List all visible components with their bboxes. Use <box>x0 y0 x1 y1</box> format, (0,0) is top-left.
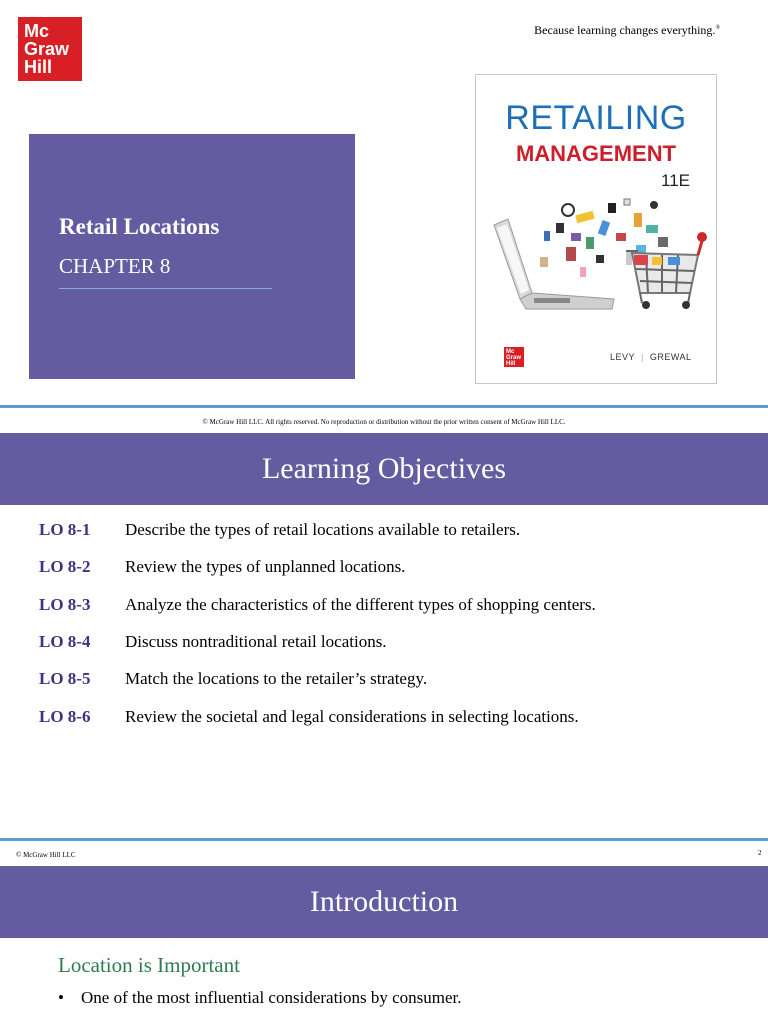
lo-description: Describe the types of retail locations available to retailers. <box>125 520 521 539</box>
section-subheading: Location is Important <box>58 953 240 977</box>
lo-code: LO 8-6 <box>39 707 91 726</box>
page-number: 2 <box>758 849 762 857</box>
lo-code: LO 8-3 <box>39 595 91 614</box>
laptop-icon <box>494 219 614 309</box>
lo-description: Review the societal and legal considerations in selecting locations. <box>125 707 579 726</box>
bullet-icon: • <box>58 988 64 1007</box>
author-separator: | <box>641 352 644 362</box>
lo-code: LO 8-2 <box>39 557 91 576</box>
lo-code: LO 8-4 <box>39 632 91 651</box>
presentation-title: Retail Locations <box>59 214 220 239</box>
copyright-notice: © McGraw Hill LLC. All rights reserved. No reproduction or distribution without the prior written consent of McGraw Hill LLC. <box>202 418 566 426</box>
lo-description: Match the locations to the retailer’s strategy. <box>125 669 428 688</box>
slide-divider <box>0 405 768 408</box>
author-grewal: GREWAL <box>649 352 692 362</box>
mini-logo-line: Graw <box>506 355 522 361</box>
book-cover <box>475 74 717 384</box>
lo-code: LO 8-5 <box>39 669 91 688</box>
logo-line: Mc <box>24 21 50 41</box>
title-underline <box>59 288 272 289</box>
author-levy: LEVY <box>610 352 636 362</box>
title-box <box>29 134 355 379</box>
chapter-label: CHAPTER 8 <box>59 254 171 278</box>
bullet-text: One of the most influential considerations by consumer. <box>81 988 462 1007</box>
tagline-mark: ® <box>715 25 720 31</box>
footer-copyright: © McGraw Hill LLC <box>16 851 76 859</box>
book-edition: 11E <box>661 171 690 190</box>
logo-line: Graw <box>24 39 70 59</box>
introduction-header: Introduction <box>0 866 768 938</box>
logo-line: Hill <box>24 57 53 77</box>
tagline-text: Because learning changes everything. <box>534 23 716 37</box>
book-publisher-logo <box>504 347 524 367</box>
lo-description: Review the types of unplanned locations. <box>125 557 406 576</box>
learning-objectives-header: Learning Objectives <box>0 433 768 505</box>
tagline <box>534 23 720 38</box>
slide-divider <box>0 838 768 841</box>
book-title-line1: RETAILING <box>505 99 687 137</box>
book-authors <box>610 352 692 362</box>
mini-logo-line: Mc <box>506 349 515 355</box>
lo-code: LO 8-1 <box>39 520 91 539</box>
lo-description: Discuss nontraditional retail locations. <box>125 632 387 651</box>
lo-description: Analyze the characteristics of the different types of shopping centers. <box>125 595 596 614</box>
book-title-line2: MANAGEMENT <box>515 141 677 166</box>
mcgraw-hill-logo <box>18 17 82 81</box>
mini-logo-line: Hill <box>506 361 516 367</box>
